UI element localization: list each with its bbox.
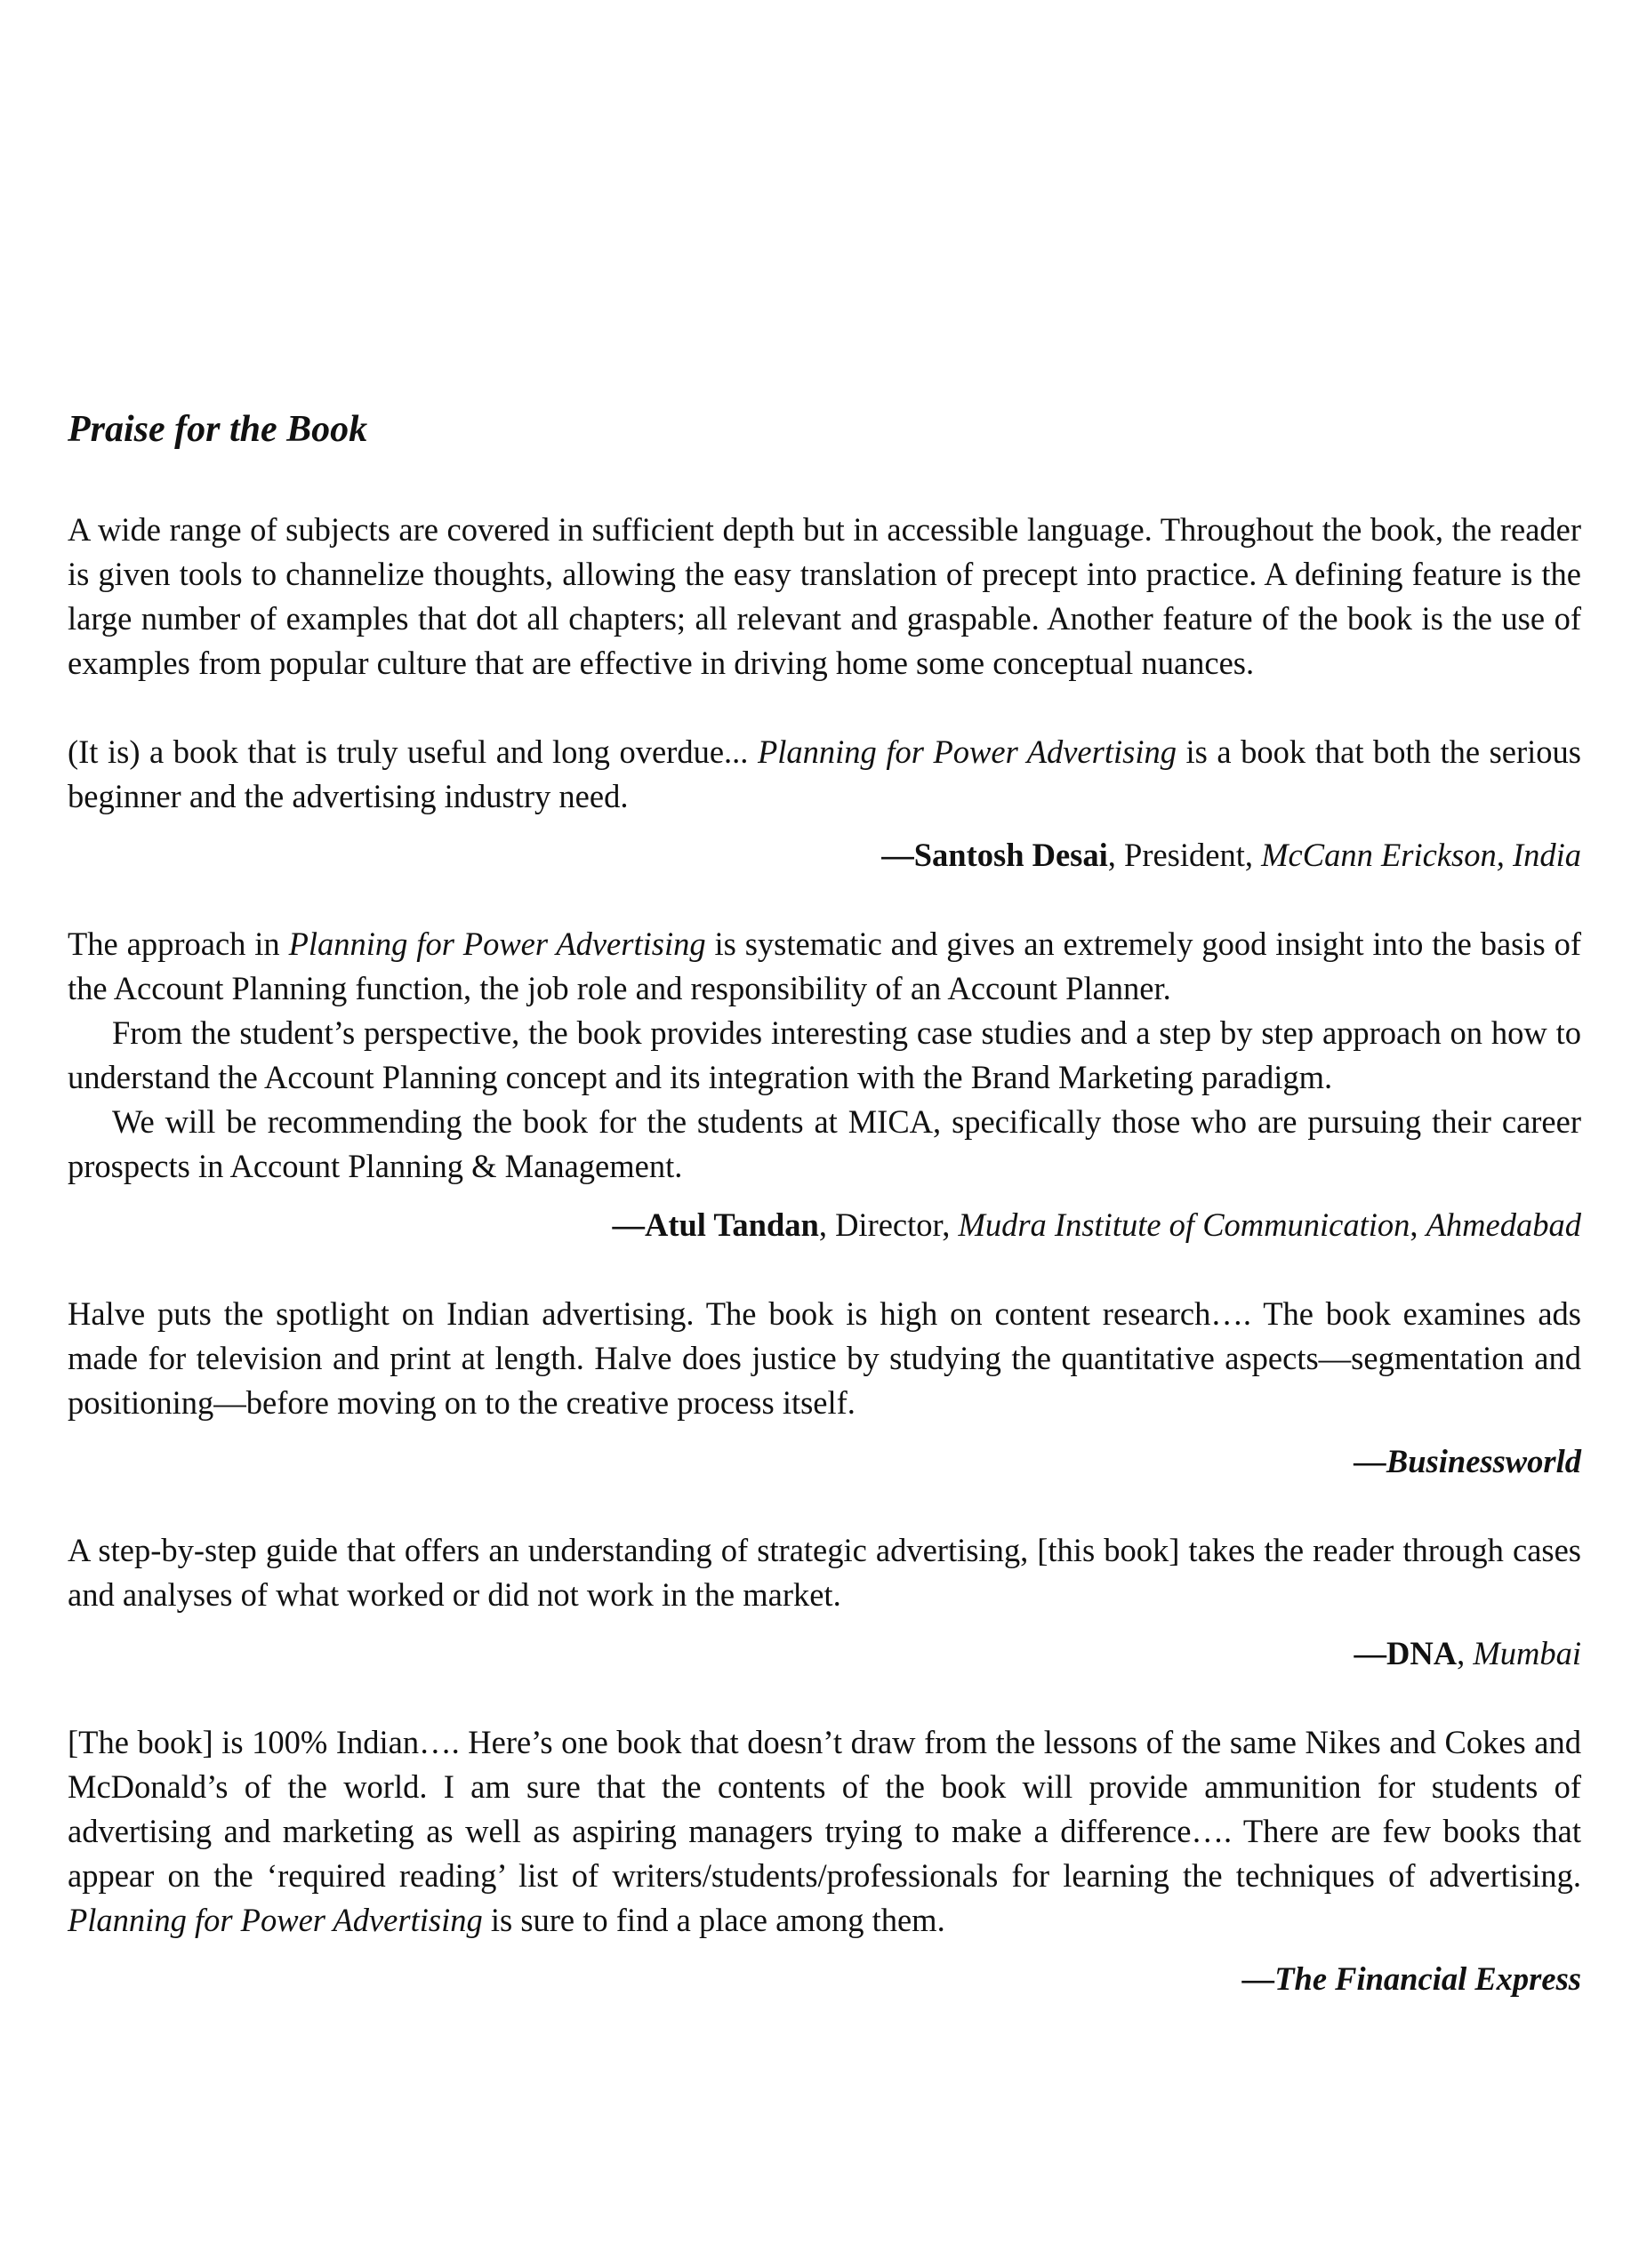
- praise-quote-6: [68, 1720, 1581, 1943]
- attribution-santosh-desai: [68, 833, 1581, 878]
- attribution-org: Mudra Institute of Communication: [958, 1206, 1410, 1243]
- page-title: Praise for the Book: [68, 409, 368, 450]
- praise-quote-4: Halve puts the spotlight on Indian advertising. The book is high on content research…. The book examines ads made for television and print at length. Halve does justice by studying the quantitative aspects—segmentation and positioning—before moving on to the creative process itself.: [68, 1295, 1581, 1421]
- quote-text: is systematic and gives an extremely good insight into the basis of the Account Planning function, the job role and responsibility of an Account Planner.: [68, 926, 1581, 1006]
- praise-quote-2: [68, 730, 1581, 819]
- praise-quote-1: A wide range of subjects are covered in sufficient depth but in accessible language. Throughout the book, the reader is given tools to channelize thoughts, allowing the easy translation of precept into practice. A defining feature is the large number of examples that dot all chapters; all relevant and graspable. Another feature of the book is the use of examples from popular culture that are effective in driving home some conceptual nuances.: [68, 511, 1581, 681]
- attribution-city: Mumbai: [1473, 1635, 1581, 1671]
- quote-text: [The book] is 100% Indian…. Here’s one book that doesn’t draw from the lessons of the same Nikes and Cokes and McDonald’s of the world. I am sure that the contents of the book will provide ammunition for students of advertising and marketing as well as aspiring managers trying to make a difference…. There are few books that appear on the ‘required reading’ list of writers/students/professionals for learning the techniques of advertising.: [68, 1724, 1581, 1894]
- attribution-dna: [68, 1631, 1581, 1676]
- attribution-separator: ,: [1457, 1635, 1474, 1671]
- attribution-name: Santosh Desai: [913, 837, 1108, 873]
- attribution-dash: —: [881, 837, 914, 873]
- attribution-name: —DNA: [1354, 1635, 1458, 1671]
- praise-quote-5: A step-by-step guide that offers an understanding of strategic advertising, [this book] takes the reader through cases and analyses of what worked or did not work in the market.: [68, 1532, 1581, 1613]
- quote-text: is sure to find a place among them.: [482, 1902, 945, 1938]
- attribution-name: Atul Tandan: [644, 1206, 819, 1243]
- book-title: Planning for Power Advertising: [288, 926, 706, 962]
- book-title: Planning for Power Advertising: [68, 1902, 483, 1938]
- attribution-org: McCann Erickson, India: [1261, 837, 1581, 873]
- praise-page: [68, 405, 1581, 2001]
- quote-text: (It is) a book that is truly useful and long overdue...: [68, 733, 758, 770]
- attribution-dash: —: [612, 1206, 645, 1243]
- attribution-role: , Director,: [818, 1206, 959, 1243]
- quote-text: The approach in: [68, 926, 289, 962]
- praise-quote-3-para-2: From the student’s perspective, the book provides interesting case studies and a step by step approach on how to understand the Account Planning concept and its integration with the Brand Marketing paradigm.: [68, 1014, 1581, 1095]
- attribution-role: , President,: [1107, 837, 1262, 873]
- attribution-separator: ,: [1410, 1206, 1426, 1243]
- praise-quote-3-para-3: We will be recommending the book for the students at MICA, specifically those who are pursuing their career prospects in Account Planning & Management.: [68, 1103, 1581, 1184]
- quote-text: is a book that both the serious beginner and the advertising industry need.: [68, 733, 1581, 814]
- attribution-city: Ahmedabad: [1426, 1206, 1581, 1243]
- attribution-businessworld: —Businessworld: [1354, 1443, 1581, 1479]
- attribution-financial-express: —The Financial Express: [1241, 1960, 1581, 1997]
- praise-quote-3-para-1: [68, 922, 1581, 1011]
- book-title: Planning for Power Advertising: [757, 733, 1177, 770]
- attribution-atul-tandan: [68, 1203, 1581, 1247]
